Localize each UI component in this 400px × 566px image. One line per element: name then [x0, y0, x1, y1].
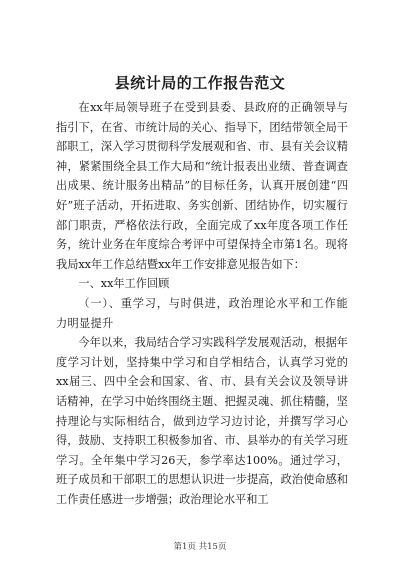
body-paragraph: 今年以来，我局结合学习实践科学发展观活动，根据年度学习计划，坚持集中学习和自学相结合，认真学习党的xx届三、四中全会和国家、省、市、县有关会议及领导讲话精神，在学习中始终围绕主题、把握灵魂、抓住精髓，坚持理论与实际相结合，做到边学习边讨论，并撰写学习心得，鼓励、支持职工积极参加省、市、县举办的有关学习班学习。全年集中学习26天，参学率达100%。通过学习，班子成员和干部职工的思想认识进一步提高，政治使命感和工作责任感进一步增强；政治理论水平和工	[56, 336, 348, 506]
document-body	[56, 98, 348, 509]
section-heading: 一、xx年工作回顾	[78, 277, 170, 291]
subsection-heading: （一）、重学习，与时俱进，政治理论水平和工作能力明显提升	[56, 296, 348, 330]
intro-paragraph: 在xx年局领导班子在受到县委、县政府的正确领导与指引下，在省、市统计局的关心、指导下，团结带领全局干部职工，深入学习贯彻科学发展观和省、市、县有关会议精神，紧紧围绕全县工作大局和“统计报表出业绩、普查调查出成果、统计服务出精品”的目标任务，认真开展创建“四好”班子活动，开拓进取、务实创新、团结协作，切实履行部门职责，严格依法行政，全面完成了xx年度各项工作任务，统计业务在年度综合考评中可望保持全市第1名。现将我局xx年工作总结暨xx年工作安排意见报告如下：	[56, 101, 348, 271]
page-footer: 第1页 共15页	[173, 542, 227, 552]
document-title: 县统计局的工作报告范文	[114, 74, 286, 92]
